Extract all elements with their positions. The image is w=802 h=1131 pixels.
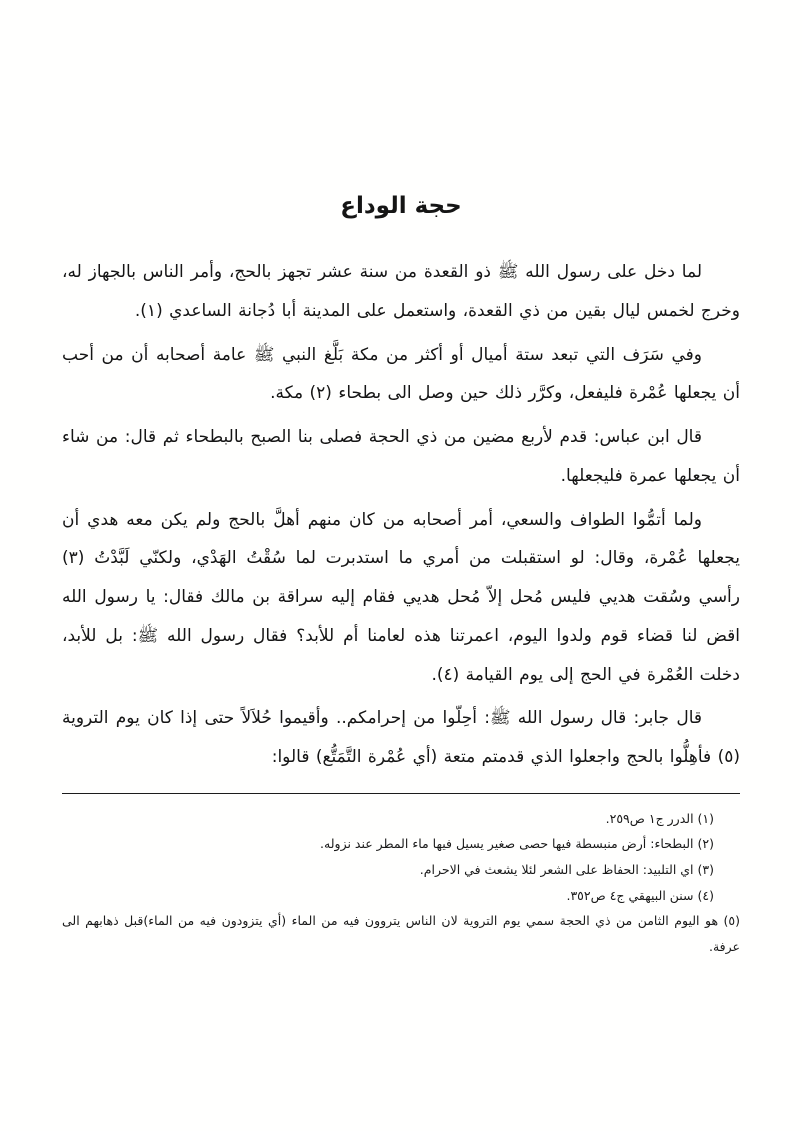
footnote: (٤) سنن البيهقي ج٤ ص٣٥٢.: [566, 887, 714, 903]
paragraph: قال جابر: قال رسول الله ﷺ: أحِلّوا من إحرامكم.. وأقيموا حُلاَلاً حتى إذا كان يوم التروية (٥) فأهِلُّوا بالحج واجعلوا الذي قدمتم متعة (أي عُمْرة التَّمَتُّع) قالوا:: [62, 708, 740, 767]
page-title: حجة الوداع: [340, 193, 462, 219]
paragraph: قال ابن عباس: قدم لأربع مضين من ذي الحجة فصلى بنا الصبح بالبطحاء ثم قال: من شاء أن يجعلها عمرة فليجعلها.: [62, 427, 740, 486]
body-text: [62, 253, 740, 777]
paragraph: ولما أتمُّوا الطواف والسعي، أمر أصحابه من كان منهم أهلَّ بالحج ولم يكن معه هدي أن يجعلها عُمْرة، وقال: لو استقبلت من أمري ما استدبرت لما سُقْتُ الهَدْي، ولكنّي لَبَّدْتُ (٣) رأسي وسُقت هديي فليس مُحل إلاّ مُحل هديي فقام إليه سراقة بن مالك فقال: يا رسول الله اقض لنا قضاء قوم ولدوا اليوم، اعمرتنا هذه لعامنا أم للأبد؟ فقال رسول الله ﷺ: بل للأبد، دخلت العُمْرة في الحج إلى يوم القيامة (٤).: [62, 509, 740, 685]
footnote-separator: [62, 793, 740, 794]
paragraph: لما دخل على رسول الله ﷺ ذو القعدة من سنة عشر تجهز بالحج، وأمر الناس بالجهاز له، وخرج لخمس ليال بقين من ذي القعدة، واستعمل على المدينة أبا دُجانة الساعدي (١).: [62, 262, 740, 321]
paragraph: وفي سَرَف التي تبعد ستة أميال أو أكثر من مكة بَلَّغ النبي ﷺ عامة أصحابه أن من أحب أن يجعلها عُمْرة فليفعل، وكرَّر ذلك حين وصل الى بطحاء (٢) مكة.: [62, 344, 740, 404]
footnote: (٥) هو اليوم الثامن من ذي الحجة سمي يوم التروية لان الناس يتروون فيه من الماء (أي يتزودون فيه من الماء)قبل ذهابهم الى عرفة.: [62, 913, 740, 954]
footnote: (١) الدرر ج١ ص٢٥٩.: [605, 810, 714, 826]
footnotes-section: [62, 806, 740, 960]
footnote: (٣) اي التلبيد: الحفاظ على الشعر لئلا يشعث في الاحرام.: [419, 862, 714, 877]
footnote: (٢) البطحاء: أرض منبسطة فيها حصى صغير يسيل فيها ماء المطر عند نزوله.: [320, 836, 714, 852]
